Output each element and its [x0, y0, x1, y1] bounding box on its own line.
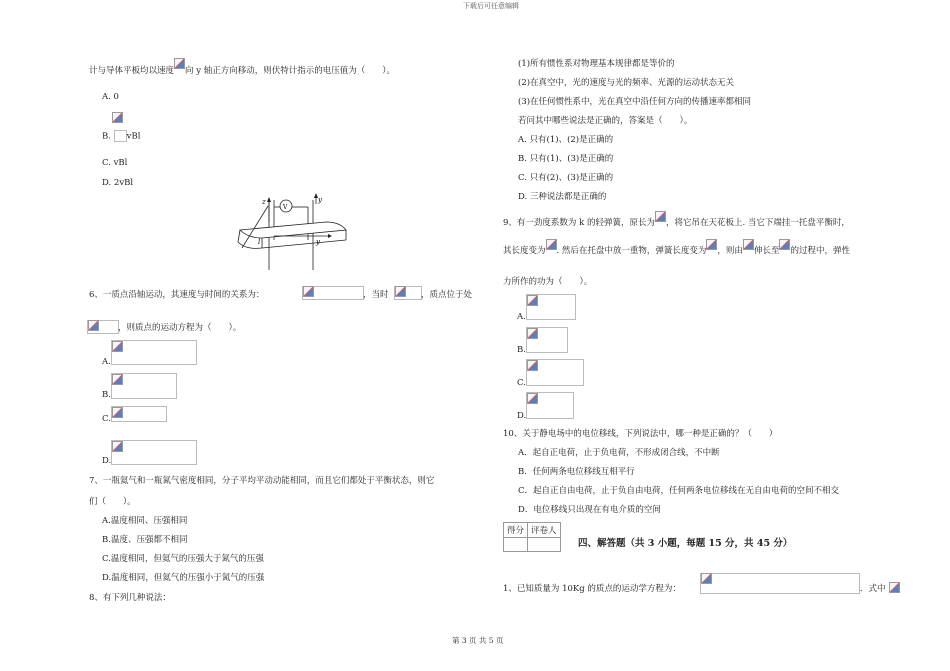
q5-option-b-text: vBl [126, 131, 141, 142]
formula-image-icon [112, 374, 123, 385]
q8-option-d: D. 三种说法都是正确的 [518, 192, 607, 202]
q10-option-b: B．任何两条电位移线互相平行 [518, 467, 635, 477]
formula-box [700, 573, 860, 594]
option-formula-box [111, 340, 197, 365]
q9-text-e: ，则由 [717, 246, 743, 256]
q8-question: 若问其中哪些说法是正确的，答案是（ ）。 [518, 116, 693, 126]
formula-image-icon [527, 328, 538, 339]
formula-image-icon [527, 360, 538, 371]
grader-cell[interactable] [528, 538, 561, 552]
q9-line2 [503, 242, 850, 257]
page-footer: 第 3 页 共 5 页 [452, 636, 504, 645]
q7-option-b: B.温度、压强都不相同 [102, 535, 188, 545]
q6-option-b: B. [102, 390, 111, 400]
q8-option-a: A. 只有(1)、(2)是正确的 [518, 135, 614, 145]
option-formula-box [111, 440, 197, 465]
formula-image-icon [706, 239, 717, 250]
q9-option-c: C. [517, 378, 526, 388]
score-cell[interactable] [504, 538, 528, 552]
q5-text-a: 计与导体平板均以速度 [89, 66, 175, 76]
formula-image-icon [546, 239, 557, 250]
q5-text-b: 向 y 轴正方向移动，则伏特计指示的电压值为（ ）。 [185, 66, 395, 76]
score-table [503, 522, 561, 552]
formula-image-icon [174, 58, 185, 69]
q8-item-3: (3)在任何惯性系中，光在真空中沿任何方向的传播速率都相同 [518, 97, 752, 107]
q9-option-a: A. [517, 312, 526, 322]
q6-text-a: 6、一质点沿轴运动，其速度与时间的关系为： [89, 290, 265, 300]
q1-text: 1、已知质量为 10Kg 的质点的运动学方程为： [503, 584, 681, 594]
formula-image-icon [112, 112, 123, 123]
q1-text-b: ．式中 [860, 584, 886, 594]
q5-option-c: C. vBl [102, 158, 128, 168]
q9-text-c: 其长度变为 [503, 246, 546, 256]
formula-image-icon [303, 286, 314, 297]
q10-option-a: A．起自正电荷，止于负电荷，不形成闭合线，不中断 [518, 448, 720, 458]
diagram-label-z: z [262, 198, 266, 206]
q10-option-d: D．电位移线只出现在有电介质的空间 [518, 505, 661, 515]
formula-image-icon [527, 295, 538, 306]
q7-line2: 们（ ）。 [89, 497, 136, 507]
section-title: 四、解答题（共 3 小题，每题 15 分，共 45 分） [578, 538, 793, 549]
q6-option-d: D. [102, 456, 112, 466]
formula-image-icon [527, 393, 538, 404]
formula-image-icon [88, 320, 99, 331]
formula-image-icon [701, 573, 712, 584]
page-header: 下载后可任意编辑 [463, 2, 519, 10]
q7-option-d: D.温度相同，但氦气的压强小于氮气的压强 [102, 573, 265, 583]
q5-option-b [102, 130, 140, 143]
q5-option-a: A. 0 [102, 92, 119, 102]
q9-option-b: B. [517, 345, 526, 355]
formula-image-icon [395, 286, 406, 297]
q5-text [89, 62, 395, 77]
q7-line1: 7、一瓶氦气和一瓶氮气密度相同，分子平均平动动能相同，而且它们都处于平衡状态，则它 [89, 476, 435, 486]
q9-line3: 力所作的功为（ ）。 [503, 277, 593, 287]
q9-text-f: 伸长至 [753, 246, 780, 256]
q7-option-c: C.温度相同，但氦气的压强大于氮气的压强 [102, 554, 264, 564]
q7-option-a: A.温度相同、压强相同 [102, 516, 188, 526]
q9-option-d: D. [517, 411, 527, 421]
q8-option-b: B. 只有(1)、(3)是正确的 [518, 154, 614, 164]
q6-text-d: ，则质点的运动方程为（ ）。 [118, 323, 242, 333]
q5-option-b-label: B. [102, 131, 111, 142]
q9-text-g: 的过程中，弹性 [790, 246, 850, 256]
diagram-label-l: l [258, 238, 261, 246]
score-header: 得分 [504, 523, 528, 538]
diagram-label-voltmeter: V [283, 204, 288, 211]
formula-image-icon [112, 441, 123, 452]
formula-image-icon [112, 407, 123, 418]
grader-header: 评卷人 [528, 523, 561, 538]
q6-line1 [89, 290, 264, 301]
q6-option-c: C. [102, 414, 111, 424]
formula-image-icon [779, 239, 790, 250]
voltmeter-plate-diagram [228, 192, 358, 272]
q9-line1 [503, 214, 850, 229]
q6-option-a: A. [102, 357, 111, 367]
q9-text-a: 9、有一劲度系数为 k 的轻弹簧，原长为 [503, 218, 655, 228]
q8-item-2: (2)在真空中，光的速度与光的频率、光源的运动状态无关 [518, 78, 735, 88]
q9-text-d: . 然后在托盘中放一重物，弹簧长度变为 [556, 246, 707, 256]
q10-option-c: C．起自正自由电荷，止于负自由电荷，任何两条电位移线在无自由电荷的空间不相交 [518, 486, 840, 496]
q9-text-b: ，将它吊在天花板上. 当它下端挂一托盘平衡时， [665, 218, 850, 228]
diagram-label-y-top: y [318, 196, 322, 204]
q5-option-d: D. 2vBl [102, 178, 134, 188]
formula-image-icon [889, 582, 900, 593]
formula-image-icon [655, 211, 666, 222]
q8-item-1: (1)所有惯性系对物理基本规律都是等价的 [518, 59, 675, 69]
diagram-label-y: y [316, 238, 320, 246]
q6-text-c: ，质点位于处 [421, 290, 473, 300]
formula-image-icon [743, 239, 754, 250]
q8-option-c: C. 只有(2)、(3)是正确的 [518, 173, 614, 183]
q5-option-b-box [114, 130, 127, 142]
q6-text-b: ，当时 [363, 290, 389, 300]
q10-question: 10、关于静电场中的电位移线，下列说法中，哪一种是正确的？（ ） [503, 429, 778, 439]
formula-image-icon [112, 341, 123, 352]
q8-intro: 8、有下列几种说法： [89, 593, 171, 603]
